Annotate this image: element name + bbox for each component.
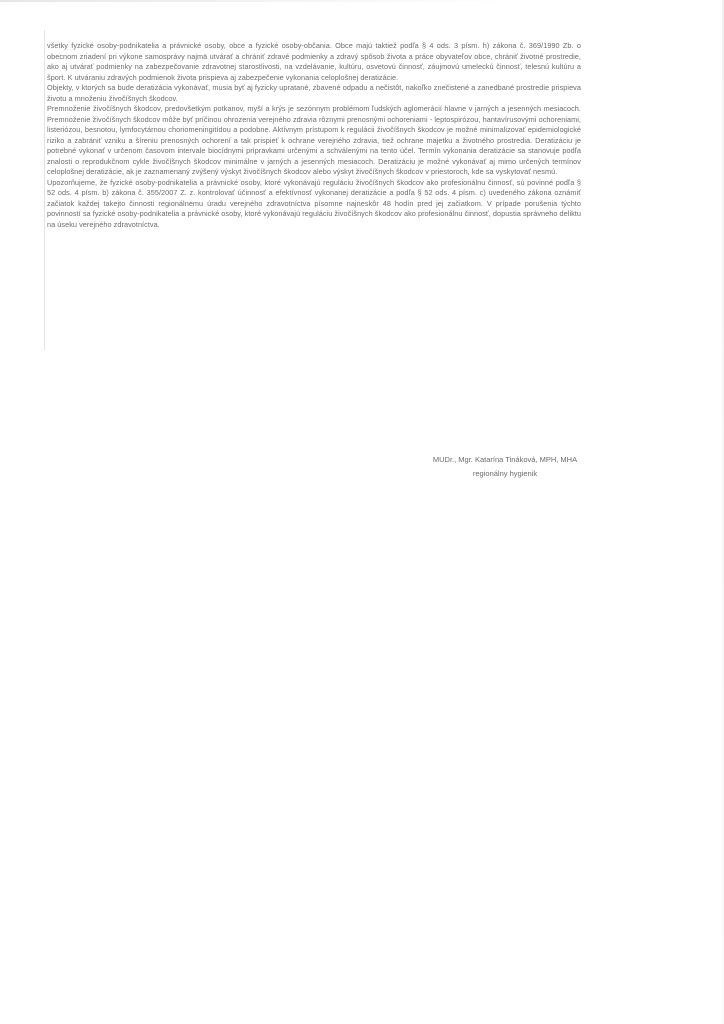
signatory-name: MUDr., Mgr. Katarína Tináková, MPH, MHA bbox=[432, 455, 578, 464]
paragraph-notice-obligations: Upozorňujeme, že fyzické osoby-podnikatelia a právnické osoby, ktoré vykonávajú reguláciu živočíšnych škodcov ako profesionálnu činnosť, sú povinné podľa § 52 ods. 4 písm. b) zákona č. 355/2007 Z. z. kontrolovať účinnosť a efektívnosť vykonanej deratizácie a podľa § 52 ods. 4 písm. c) uvedeného zákona oznámiť začiatok každej takejto činnosti regionálnemu úradu verejného zdravotníctva písomne najneskôr 48 hodín pred jej začiatkom. V prípade porušenia týchto povinností sa fyzické osoby-podnikatelia a právnické osoby, ktoré vykonávajú reguláciu živočíšnych škodcov ako profesionálnu činnosť, dopustia správneho deliktu na úseku verejného zdravotníctva. bbox=[47, 177, 581, 229]
paragraph-pest-overpopulation: Premnoženie živočíšnych škodcov, predovšetkým potkanov, myší a krýs je sezónnym problémom ľudských aglomerácií hlavne v jarných a jesenných mesiacoch. Premnoženie živočíšnych škodcov môže byť príčinou ohrozenia verejného zdravia rôznymi prenosnými ochoreniami - leptospirózou, hantavírusovými ochoreniami, listeriózou, besnotou, lymfocytárnou choriomeningitídou a podobne. Aktívnym prístupom k regulácii živočíšnych škodcov je možné minimalizovať epidemiologické riziko a zabrániť vzniku a šíreniu prenosných ochorení a tak prispieť k ochrane verejného zdravia, tiež ochrane majetku a životného prostredia. Deratizáciu je potrebné vykonať v určenom časovom intervale biocídnymi prípravkami určenými a schválenými na tento účel. Termín vykonania deratizácie sa stanovuje podľa znalosti o reprodukčnom cykle živočíšnych škodcov minimálne v jarných a jesenných mesiacoch. Deratizáciu je možné vykonávať aj mimo určených termínov celoplošnej deratizácie, ak je zaznamenaný zvýšený výskyt živočíšnych škodcov alebo výskyt živočíšnych škodcov v priestoroch, kde sa vyskytovať nesmú. bbox=[47, 104, 581, 176]
paragraph-objects-cleanup: Objekty, v ktorých sa bude deratizácia vykonávať, musia byť aj fyzicky upratané, zbavené odpadu a nečistôt, nakoľko znečistené a zanedbané prostredie prispieva životu a množeniu živočíšnych škodcov. bbox=[47, 83, 581, 103]
scan-margin-line bbox=[44, 30, 45, 350]
paragraph-obligations: všetky fyzické osoby-podnikatelia a právnické osoby, obce a fyzické osoby-občania. Obce majú taktiež podľa § 4 ods. 3 písm. h) zákona č. 369/1990 Zb. o obecnom zriadení pri výkone samosprávy najmä utvárať a chrániť zdravé podmienky a zdravý spôsob života a práce obyvateľov obce, chrániť životné prostredie, ako aj utvárať podmienky na zabezpečovanie zdravotnej starostlivosti, na vzdelávanie, kultúru, osvetovú činnosť, záujmovú umeleckú činnosť, telesnú kultúru a šport. K utváraniu zdravých podmienok života prispieva aj zabezpečenie vykonania celoplošnej deratizácie. bbox=[47, 41, 581, 82]
document-body bbox=[47, 41, 581, 230]
scan-edge bbox=[0, 0, 724, 2]
signature-block bbox=[380, 453, 630, 481]
signatory-title: regionálny hygienik bbox=[472, 469, 538, 478]
